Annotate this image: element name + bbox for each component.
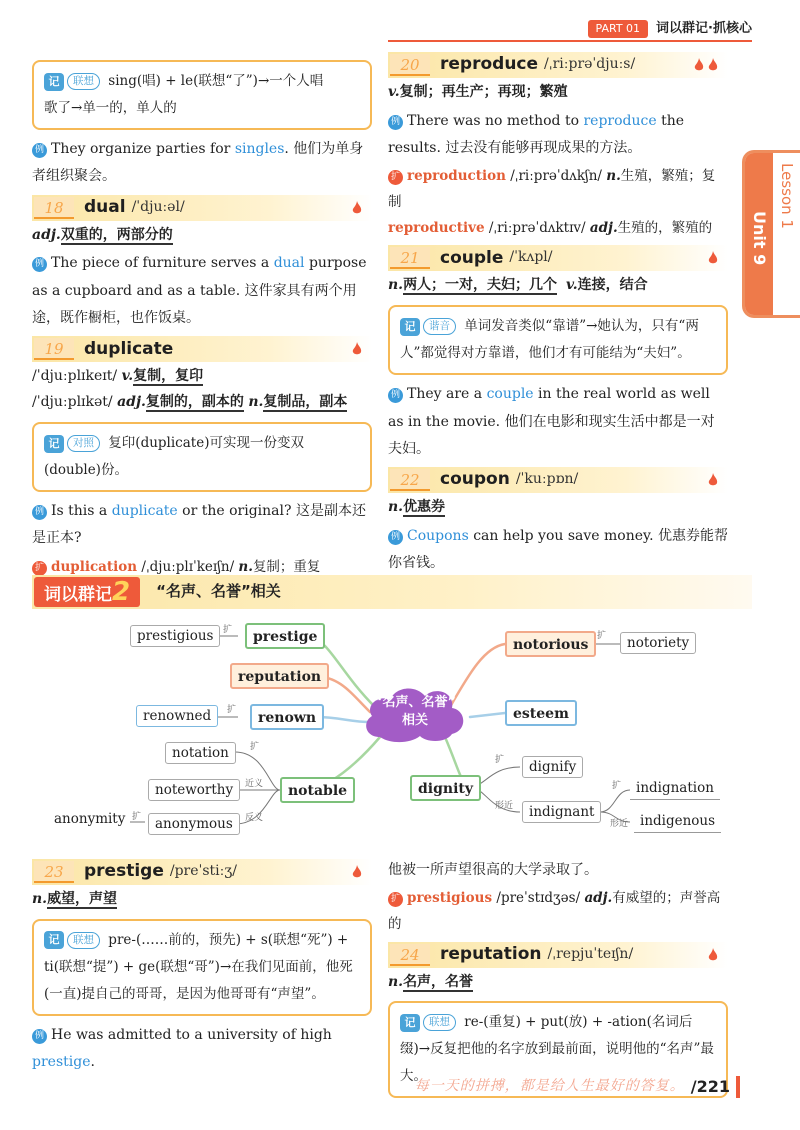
flame-icon <box>708 471 718 485</box>
memo-icon: 记 <box>44 435 64 453</box>
footer-accent-bar <box>736 1076 740 1098</box>
memo-icon: 记 <box>400 1014 420 1032</box>
node-renowned: renowned <box>136 705 218 727</box>
node-indignation: indignation <box>630 778 720 800</box>
node-notable: notable <box>280 777 355 803</box>
example-sentence: 例 They organize parties for singles. 他们为单身者组织聚会。 <box>32 141 364 185</box>
memory-note-duplicate: 记 对照 复印(duplicate)可实现一份变双(double)份。 <box>32 422 372 492</box>
entry-header-duplicate <box>32 336 372 362</box>
label-extend: 扩 <box>495 755 505 765</box>
label-extend: 扩 <box>223 625 233 635</box>
entry-number: 22 <box>390 469 430 491</box>
label-similar-form: 形近 <box>495 801 514 811</box>
node-dignify: dignify <box>522 756 583 778</box>
entry-header-couple <box>388 245 728 271</box>
example-sentence-continued: 他被一所声望很高的大学录取了。 <box>388 862 598 878</box>
headword: couple <box>440 247 504 268</box>
phonetic: /ˈkʌpl/ <box>509 249 553 266</box>
phonetic: /ˈdjuːəl/ <box>131 198 185 215</box>
note-tag: 记 联想 <box>400 1014 456 1032</box>
example-icon: 例 <box>388 115 403 130</box>
example-sentence: 例 He was admitted to a university of high prestige. <box>32 1026 332 1071</box>
extension-word: 扩 prestigious /preˈstɪdʒəs/ adj.有威望的；声誉高的 <box>388 890 721 932</box>
side-tab-lesson: Lesson 1 <box>778 163 796 229</box>
node-anonymous: anonymous <box>148 813 240 835</box>
label-extend: 扩 <box>227 705 237 715</box>
flame-icon <box>352 199 362 213</box>
section-badge: 词以群记2 <box>34 577 140 607</box>
entry-number: 18 <box>34 197 74 219</box>
flame-icon <box>708 56 718 70</box>
page-header <box>588 18 752 40</box>
entry-number: 21 <box>390 247 430 269</box>
entry-number: 20 <box>390 54 430 76</box>
memo-icon: 记 <box>44 73 64 91</box>
definition: n.威望，声望 <box>32 891 118 907</box>
example-sentence: 例 Coupons can help you save money. 优惠券能帮你省钱。 <box>388 528 728 572</box>
headword: duplicate <box>84 338 174 359</box>
section-header <box>32 575 752 609</box>
note-tag: 记 联想 <box>44 73 100 91</box>
node-indignant: indignant <box>522 801 601 823</box>
phonetic: /preˈstiːʒ/ <box>169 863 237 880</box>
memo-icon: 记 <box>400 318 420 336</box>
node-notoriety: notoriety <box>620 632 696 654</box>
flame-icon <box>708 249 718 263</box>
extend-icon: 扩 <box>388 892 403 907</box>
unit-side-tab[interactable] <box>742 150 800 318</box>
node-renown: renown <box>250 704 324 730</box>
left-column <box>32 48 372 580</box>
definition: /ˈdjuːplɪkeɪt/ v.复制，复印 <box>32 368 204 385</box>
extension-word: 扩 reproduction /ˌriːprəˈdʌkʃn/ n.生殖，繁殖；复制 <box>388 168 716 211</box>
label-extend: 扩 <box>132 812 142 822</box>
entry-number: 19 <box>34 338 74 360</box>
definition: n.优惠券 <box>388 499 446 516</box>
example-sentence: 例 The piece of furniture serves a dual purpose as a cupboard and as a table. 这件家具有两个用途，既作橱柜，也作饭桌。 <box>32 255 367 327</box>
definition: n.名声，名誉 <box>388 973 474 990</box>
entry-header-reproduce <box>388 52 728 78</box>
note-tag: 记 谐音 <box>400 318 456 336</box>
example-sentence: 例 Is this a duplicate or the original? 这是副本还是正本? <box>32 503 366 547</box>
node-esteem: esteem <box>505 700 577 726</box>
side-tab-unit: Unit 9 <box>745 153 773 315</box>
entry-header-prestige <box>32 859 372 885</box>
flame-icon <box>352 340 362 354</box>
definition: /ˈdjuːplɪkət/ adj.复制的，副本的 n.复制品，副本 <box>32 394 348 411</box>
example-icon: 例 <box>32 1029 47 1044</box>
label-extend: 扩 <box>250 742 260 752</box>
page-footer <box>415 1072 740 1102</box>
example-icon: 例 <box>32 143 47 158</box>
mind-map <box>40 612 760 847</box>
entry-number: 23 <box>34 861 74 883</box>
definition: adj.双重的，两部分的 <box>32 226 173 243</box>
memo-icon: 记 <box>44 931 64 949</box>
section-title: “名声、名誉”相关 <box>156 582 281 601</box>
flame-icon <box>708 946 718 960</box>
example-icon: 例 <box>388 530 403 545</box>
memory-note-reputation: 记 联想 re-(重复) + put(放) + -ation(名词后缀)→反复把他的名字放到最前面，说明他的“名声”最大。 <box>388 1001 728 1098</box>
right-column <box>388 48 728 580</box>
entry-header-reputation <box>388 942 728 968</box>
extension-word: 扩 duplication /ˌdjuːplɪˈkeɪʃn/ n.复制；重复 <box>32 555 372 581</box>
note-tag: 记 联想 <box>44 931 100 949</box>
label-antonym: 反义 <box>245 813 264 823</box>
flame-icon <box>694 56 704 70</box>
node-prestige: prestige <box>245 623 325 649</box>
definition: v.复制；再生产；再现；繁殖 <box>388 84 568 100</box>
example-sentence: 例 They are a couple in the real world as well as in the movie. 他们在电影和现实生活中都是一对夫妇。 <box>388 386 715 457</box>
example-icon: 例 <box>32 257 47 272</box>
entry-number: 24 <box>390 944 430 966</box>
node-notation: notation <box>165 742 236 764</box>
definition: n.两人；一对，夫妇；几个 v.连接，结合 <box>388 277 648 294</box>
node-dignity: dignity <box>410 775 481 801</box>
node-indigenous: indigenous <box>634 811 721 833</box>
bottom-left-column <box>32 855 372 1078</box>
part-title: 词以群记·抓核心 <box>656 20 752 36</box>
extension-word: reproductive /ˌriːprəˈdʌktɪv/ adj.生殖的，繁殖的 <box>388 219 713 236</box>
label-extend: 扩 <box>612 781 622 791</box>
example-icon: 例 <box>32 505 47 520</box>
part-badge: PART 01 <box>588 20 649 38</box>
phonetic: /ˌrepjuˈteɪʃn/ <box>547 945 634 962</box>
example-icon: 例 <box>388 388 403 403</box>
node-notorious: notorious <box>505 631 596 657</box>
node-anonymity: anonymity <box>54 811 126 827</box>
entry-header-dual <box>32 195 372 221</box>
memory-note-couple: 记 谐音 单词发音类似“靠谱”→她认为，只有“两人”都觉得对方靠谱，他们才有可能结为“夫妇”。 <box>388 305 728 375</box>
bottom-right-column <box>388 855 728 1104</box>
label-similar-form: 形近 <box>610 819 629 829</box>
headword: reproduce <box>440 54 539 75</box>
extend-icon: 扩 <box>32 561 47 576</box>
headword: dual <box>84 196 126 217</box>
label-synonym: 近义 <box>245 779 264 789</box>
node-prestigious: prestigious <box>130 625 220 647</box>
note-tag: 记 对照 <box>44 435 100 453</box>
memory-note-single: 记 联想 sing(唱) + le(联想“了”)→一个人唱 歌了→单一的，单人的 <box>32 60 372 130</box>
headword: coupon <box>440 469 510 490</box>
header-rule <box>388 40 752 42</box>
node-noteworthy: noteworthy <box>148 779 240 801</box>
page-number: /221 <box>690 1077 730 1097</box>
label-extend: 扩 <box>597 631 607 641</box>
example-sentence: 例 There was no method to reproduce the results. 过去没有能够再现成果的方法。 <box>388 112 685 157</box>
footer-motto: 每一天的拼搏，都是给人生最好的答复。 <box>414 1078 685 1095</box>
center-cloud: “名声、名誉” 相关 <box>360 682 470 744</box>
memory-note-prestige: 记 联想 pre-(……前的，预先) + s(联想“死”) + ti(联想“提”) + ge(联想“哥”)→在我们见面前，他死(一直)提自己的哥哥，是因为他哥哥有“声望”。 <box>32 919 372 1016</box>
flame-icon <box>352 863 362 877</box>
extend-icon: 扩 <box>388 170 403 185</box>
headword: reputation <box>440 943 542 964</box>
entry-header-coupon <box>388 467 728 493</box>
phonetic: /ˈkuːpɒn/ <box>515 471 579 488</box>
headword: prestige <box>84 861 164 882</box>
phonetic: /ˌriːprəˈdjuːs/ <box>544 56 636 73</box>
node-reputation: reputation <box>230 663 329 689</box>
